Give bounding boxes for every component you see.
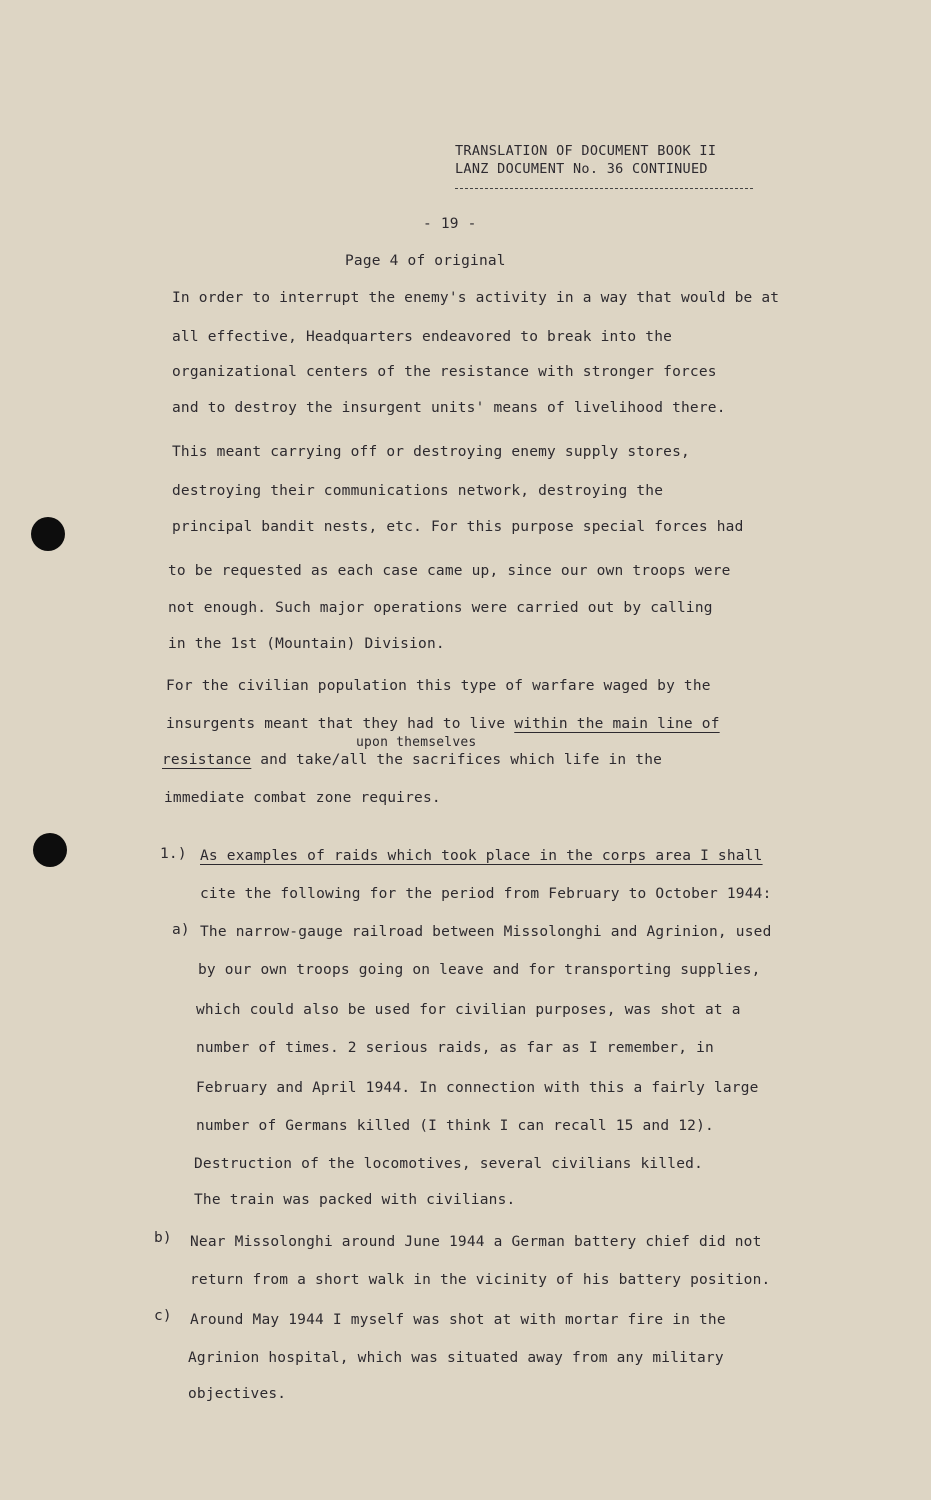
item-b-line: Near Missolonghi around June 1944 a German battery chief did not (190, 1234, 762, 1250)
p1-line: principal bandit nests, etc. For this purpose special forces had (172, 519, 744, 535)
p1-line: in the 1st (Mountain) Division. (168, 636, 445, 652)
p1-line: organizational centers of the resistance with stronger forces (172, 364, 717, 380)
item-a-label: a) (172, 922, 190, 938)
p1-line: and to destroy the insurgent units' means of livelihood there. (172, 400, 726, 416)
p1-line: not enough. Such major operations were carried out by calling (168, 600, 713, 616)
p1-line: In order to interrupt the enemy's activity in a way that would be at (172, 290, 780, 306)
list-number: 1.) (160, 846, 187, 862)
item-a-line: by our own troops going on leave and for transporting supplies, (198, 962, 761, 978)
item-a-line: number of times. 2 serious raids, as far as I remember, in (196, 1040, 714, 1056)
item-a-line: The train was packed with civilians. (194, 1192, 516, 1208)
item-a-line: February and April 1944. In connection with this a fairly large (196, 1080, 759, 1096)
item-c-line: Around May 1944 I myself was shot at with mortar fire in the (190, 1312, 726, 1328)
p2-line-3-underlined: resistance (162, 752, 252, 768)
p1-line: all effective, Headquarters endeavored to break into the (172, 329, 673, 345)
item-a-line: number of Germans killed (I think I can recall 15 and 12). (196, 1118, 714, 1134)
item-c-line: Agrinion hospital, which was situated away from any military (188, 1350, 724, 1366)
p1-line: to be requested as each case came up, since our own troops were (168, 563, 731, 579)
p2-line-3-text: and take/all the sacrifices which life in the (251, 752, 663, 768)
header-divider (455, 188, 753, 189)
p2-line-2 (166, 716, 720, 732)
punch-hole-top (31, 517, 65, 551)
list-intro-line-2: cite the following for the period from February to October 1944: (200, 886, 772, 902)
item-a-line: The narrow-gauge railroad between Missolonghi and Agrinion, used (200, 924, 772, 940)
original-page-label: Page 4 of original (345, 253, 506, 269)
p1-line: destroying their communications network, destroying the (172, 483, 664, 499)
page-number: - 19 - (423, 216, 477, 232)
item-b-label: b) (154, 1230, 172, 1246)
p2-line-2-text: insurgents meant that they had to live (166, 716, 515, 732)
header-line-1: TRANSLATION OF DOCUMENT BOOK II (455, 143, 717, 159)
item-a-line: which could also be used for civilian purposes, was shot at a (196, 1002, 741, 1018)
list-intro-underlined: As examples of raids which took place in the corps area I shall (200, 848, 763, 864)
item-c-line: objectives. (188, 1386, 287, 1402)
p2-line-2-underlined: within the main line of (514, 716, 720, 732)
punch-hole-bottom (33, 833, 67, 867)
item-c-label: c) (154, 1308, 172, 1324)
p2-insertion: upon themselves (356, 735, 477, 750)
p2-line-4: immediate combat zone requires. (164, 790, 441, 806)
item-a-line: Destruction of the locomotives, several civilians killed. (194, 1156, 703, 1172)
p1-line: This meant carrying off or destroying enemy supply stores, (172, 444, 690, 460)
p2-line-1: For the civilian population this type of warfare waged by the (166, 678, 711, 694)
header-line-2: LANZ DOCUMENT No. 36 CONTINUED (455, 161, 708, 177)
p2-line-3 (162, 752, 662, 768)
item-b-line: return from a short walk in the vicinity of his battery position. (190, 1272, 771, 1288)
